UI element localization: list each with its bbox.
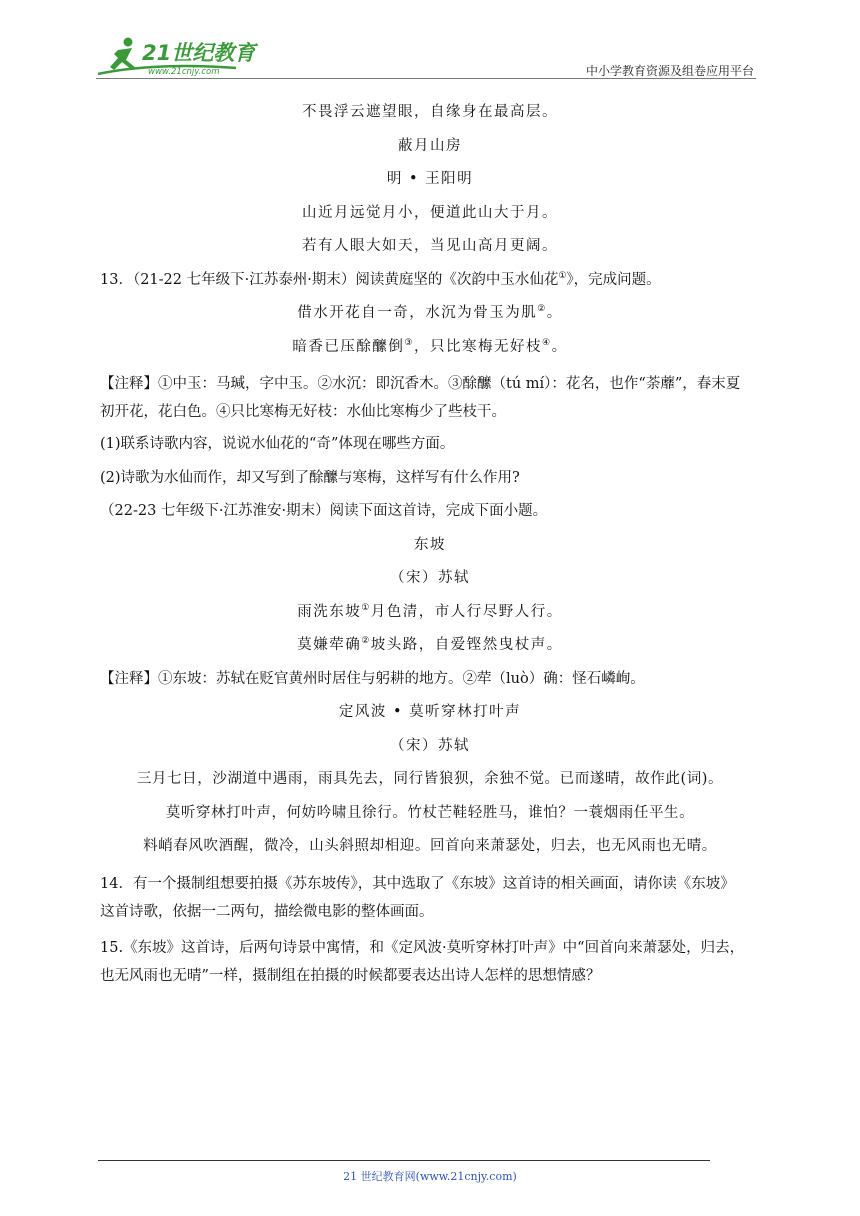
annotation-note: 【注释】①中玉：马瑊，字中玉。②水沉：即沉香木。③酴醿（tú mí）：花名，也作“荼蘼”，春末夏 初开花，花白色。④只比寒梅无好枝：水仙比寒梅少了些枝干。 (100, 376, 741, 420)
poem-line: 山近月远觉月小，便道此山大于月。 (302, 204, 558, 221)
question-15: 15.《东坡》这首诗，后两句诗景中寓情，和《定风波·莫听穿林打叶声》中“回首向来萧瑟处，归去， 也无风雨也无晴”一样，摄制组在拍摄的时候都要表达出诗人怎样的思想情感？ (100, 939, 745, 984)
poem-title: 定风波 • 莫听穿林打叶声 (338, 704, 522, 720)
footnote-marker: ④ (542, 337, 552, 348)
poem-line: 莫听穿林打叶声，何妨吟啸且徐行。竹杖芒鞋轻胜马，谁怕？一蓑烟雨任平生。 (165, 804, 695, 821)
footer-divider (98, 1160, 710, 1161)
footnote-marker: ③ (404, 337, 414, 348)
poem-line: 雨洗东坡①月色清，市人行尽野人行。 (297, 602, 563, 620)
poem-line: 暗香已压酴醿倒③，只比寒梅无好枝④。 (292, 337, 568, 355)
poem-title: 蔽月山房 (398, 137, 462, 154)
runner-logo-icon (96, 34, 266, 78)
document-body (100, 102, 760, 998)
poem-title: 东坡 (414, 536, 446, 553)
poem-line: 借水开花自一奇，水沉为骨玉为肌②。 (297, 304, 563, 321)
poem-author: 明 • 王阳明 (386, 171, 474, 187)
logo-main-text: 21世纪教育 (142, 41, 256, 65)
annotation-note: 【注释】①东坡：苏轼在贬官黄州时居住与躬耕的地方。②荦（luò）确：怪石嶙峋。 (100, 670, 645, 687)
platform-name: 中小学教育资源及组卷应用平台 (585, 64, 754, 78)
footer-link[interactable]: 21 世纪教育网(www.21cnjy.com) (343, 1170, 517, 1183)
poem-author: （宋）苏轼 (390, 737, 470, 754)
question-14: 14．有一个摄制组想要拍摄《苏东坡传》，其中选取了《东坡》这首诗的相关画面，请你读《东坡》 这首诗歌，依据一二两句，描绘微电影的整体画面。 (100, 875, 735, 920)
section-intro: （22-23 七年级下·江苏淮安·期末）阅读下面这首诗，完成下面小题。 (100, 503, 548, 519)
poem-line: 莫嫌荦确②坡头路，自爱铿然曳杖声。 (297, 636, 563, 653)
question-13-heading: 13．（21-22 七年级下·江苏泰州·期末）阅读黄庭坚的《次韵中玉水仙花①》，完成问题。 (100, 270, 661, 288)
header-divider (96, 78, 756, 79)
site-logo[interactable] (96, 34, 266, 78)
poem-author: （宋）苏轼 (390, 570, 470, 586)
footnote-marker: ② (537, 304, 547, 315)
poem-line: 不畏浮云遮望眼，自缘身在最高层。 (302, 104, 558, 120)
footnote-marker: ② (361, 636, 371, 647)
page-header (96, 30, 756, 78)
poem-line: 若有人眼大如天，当见山高月更阔。 (302, 238, 558, 254)
poem-preface: 三月七日，沙湖道中遇雨，雨具先去，同行皆狼狈，余独不觉。已而遂晴，故作此(词)。 (136, 771, 724, 787)
footnote-marker: ① (558, 270, 567, 281)
poem-line: 料峭春风吹酒醒，微冷，山头斜照却相迎。回首向来萧瑟处，归去，也无风雨也无晴。 (143, 838, 717, 854)
footnote-marker: ① (361, 602, 371, 613)
sub-question-1: (1)联系诗歌内容，说说水仙花的“奇”体现在哪些方面。 (100, 436, 455, 452)
sub-question-2: (2)诗歌为水仙而作，却又写到了酴醿与寒梅，这样写有什么作用? (100, 469, 520, 486)
logo-url-text: www.21cnjy.com (148, 67, 220, 77)
